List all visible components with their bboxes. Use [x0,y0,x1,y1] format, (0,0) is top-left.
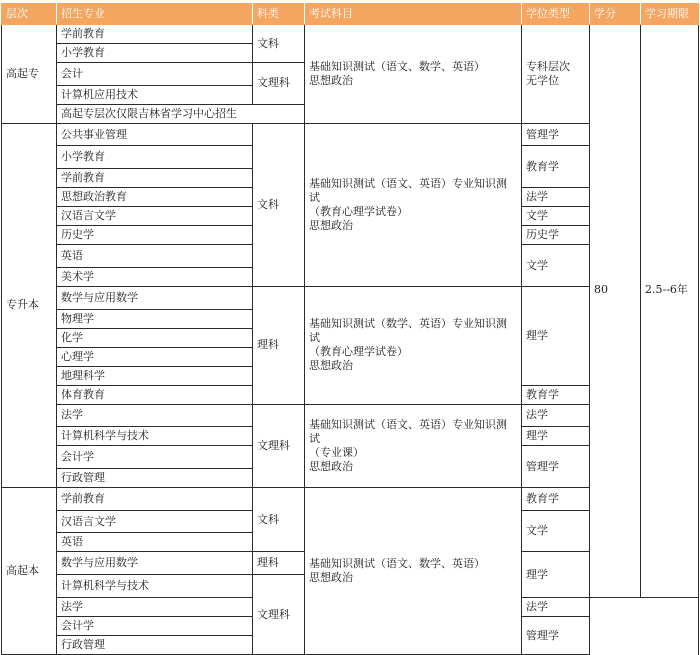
major-cell: 学前教育 [57,169,253,188]
degree-line: 无学位 [526,73,559,87]
enrollment-table [1,3,699,655]
major-cell: 美术学 [57,267,253,286]
exam-line: （教育心理学试卷） [309,345,408,359]
degree-cell: 法学 [522,598,590,617]
major-cell: 心理学 [57,347,253,366]
exam-line: 基础知识测试（语文、英语）专业知识测试 [309,417,507,445]
degree-cell: 管理学 [522,123,590,146]
level-gqz: 高起专 [2,25,57,124]
exam-cell [305,404,522,487]
exam-line: 基础知识测试（语文、英语）专业知识测试 [309,176,507,204]
major-cell: 英语 [57,245,253,268]
degree-cell: 历史学 [522,226,590,245]
exam-cell [305,25,522,124]
major-cell: 数学与应用数学 [57,552,253,575]
major-cell: 体育教育 [57,385,253,404]
exam-line: 思想政治 [309,571,353,585]
major-cell: 行政管理 [57,636,253,655]
exam-cell [305,488,522,655]
exam-line: 思想政治 [309,459,353,473]
degree-cell: 文学 [522,207,590,226]
degree-cell: 理学 [522,427,590,446]
major-cell: 英语 [57,533,253,552]
degree-cell: 文学 [522,510,590,552]
degree-cell: 教育学 [522,488,590,511]
exam-line: 基础知识测试（语文、数学、英语） [309,557,485,571]
degree-cell: 教育学 [522,146,590,188]
major-cell: 汉语言文学 [57,510,253,533]
table-row [2,25,699,44]
period-value: 2.5--6年 [645,283,688,296]
category-cell: 文理科 [253,575,305,655]
major-cell: 数学与应用数学 [57,286,253,309]
header-period: 学习期限 [641,4,699,25]
degree-cell: 理学 [522,552,590,598]
category-cell: 文理科 [253,63,305,105]
level-zsb: 专升本 [2,123,57,487]
period-cell-top [641,25,699,598]
header-degree: 学位类型 [522,4,590,25]
major-cell: 法学 [57,598,253,617]
header-major: 招生专业 [57,4,253,25]
major-cell: 计算机科学与技术 [57,427,253,446]
exam-line: 思想政治 [309,218,353,232]
degree-cell: 教育学 [522,385,590,404]
degree-cell: 管理学 [522,446,590,488]
major-cell: 会计学 [57,446,253,469]
category-cell: 文科 [253,123,305,286]
level-gqb: 高起本 [2,488,57,655]
major-cell: 物理学 [57,309,253,328]
degree-line: 专科层次 [526,59,570,73]
degree-cell: 理学 [522,286,590,385]
degree-cell: 法学 [522,188,590,207]
header-category: 科类 [253,4,305,25]
exam-line: 基础知识测试（语文、数学、英语） [309,59,485,73]
major-cell: 计算机科学与技术 [57,575,253,598]
degree-cell [522,25,590,124]
category-cell: 理科 [253,286,305,404]
major-cell: 历史学 [57,226,253,245]
header-row [2,4,699,25]
category-cell: 文理科 [253,404,305,487]
category-cell: 文科 [253,488,305,552]
exam-line: 思想政治 [309,359,353,373]
degree-cell: 法学 [522,404,590,427]
major-cell: 小学教育 [57,146,253,169]
major-cell: 学前教育 [57,488,253,511]
exam-line: 思想政治 [309,73,353,87]
major-cell: 思想政治教育 [57,188,253,207]
major-cell: 小学教育 [57,44,253,63]
major-cell: 公共事业管理 [57,123,253,146]
major-cell: 汉语言文学 [57,207,253,226]
header-credit: 学分 [590,4,641,25]
enrollment-table-wrapper [1,3,698,655]
credit-value: 80 [594,283,608,296]
exam-cell [305,123,522,286]
exam-line: （专业课） [309,445,364,459]
degree-cell: 管理学 [522,617,590,655]
exam-line: （教育心理学试卷） [309,204,408,218]
header-level: 层次 [2,4,57,25]
major-note-cell: 高起专层次仅限吉林省学习中心招生 [57,104,305,123]
exam-cell [305,286,522,404]
major-cell: 法学 [57,404,253,427]
major-cell: 学前教育 [57,25,253,44]
major-cell: 计算机应用技术 [57,85,253,104]
category-cell: 文科 [253,25,305,63]
major-cell: 会计学 [57,617,253,636]
major-cell: 会计 [57,63,253,86]
header-exam: 考试科目 [305,4,522,25]
major-cell: 行政管理 [57,469,253,488]
major-cell: 化学 [57,328,253,347]
exam-line: 基础知识测试（数学、英语）专业知识测试 [309,317,507,345]
credit-cell-top [590,25,641,598]
degree-cell: 文学 [522,245,590,287]
category-cell: 理科 [253,552,305,575]
major-cell: 地理科学 [57,366,253,385]
